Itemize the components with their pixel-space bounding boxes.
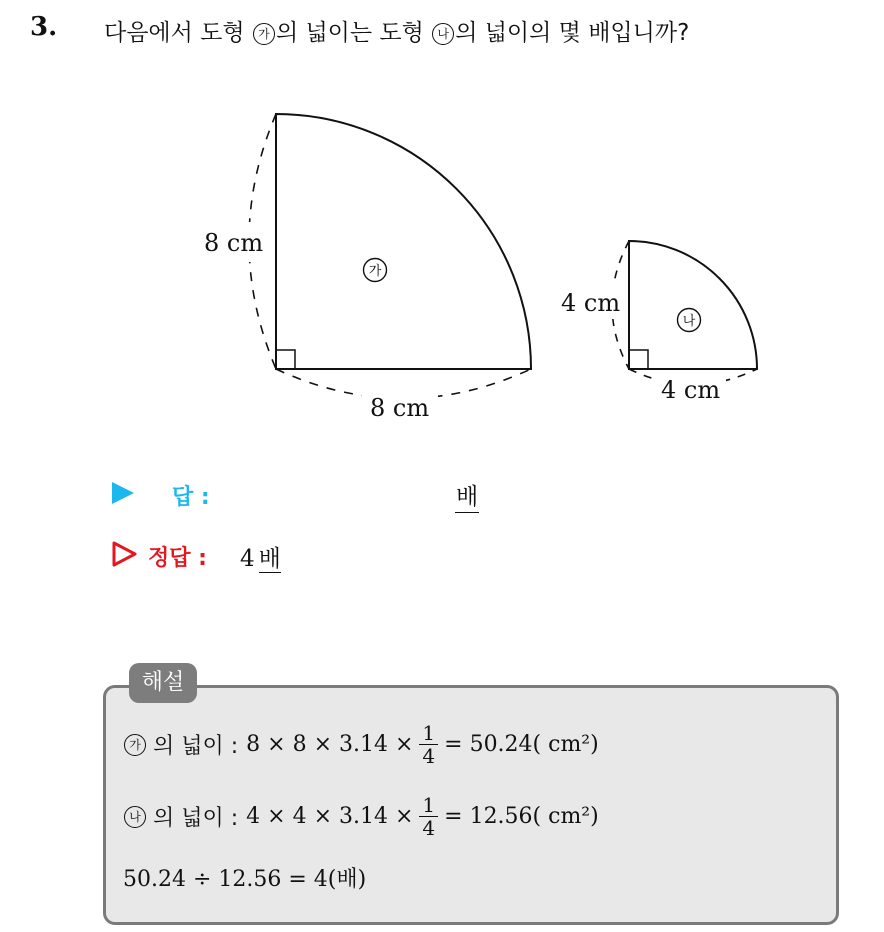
solution-line-1-result: = 50.24( cm²) <box>444 732 599 757</box>
solution-line-1-fraction <box>419 722 438 767</box>
question-text-middle: 의 넓이는 도형 <box>275 20 432 46</box>
solution-line-1-expr: 8 × 8 × 3.14 × <box>246 732 414 757</box>
large-figure-mark: 가 <box>368 264 382 279</box>
key-answer-value <box>240 540 281 573</box>
small-vertical-label: 4 cm <box>561 289 621 317</box>
solution-line-2 <box>123 794 599 839</box>
fraction-numerator: 1 <box>419 722 438 745</box>
question-text-before: 다음에서 도형 <box>104 20 252 46</box>
question-text-after: 의 넓이의 몇 배입니까? <box>455 20 690 46</box>
solution-line-2-fraction <box>419 794 438 839</box>
small-right-angle-mark <box>629 350 648 369</box>
key-answer-row <box>112 537 532 573</box>
figure-b-mark: 나 <box>432 23 454 45</box>
question-number: 3. <box>30 12 58 42</box>
fraction-denominator: 4 <box>422 744 436 768</box>
solution-mark-b: 나 <box>124 806 146 828</box>
answer-label: 답 : <box>172 485 210 510</box>
large-vertical-label: 8 cm <box>204 229 264 257</box>
play-arrow-icon <box>112 482 134 504</box>
key-answer-unit: 배 <box>258 546 281 572</box>
solution-line-1-label: 의 넓이 : <box>153 734 239 759</box>
key-answer-number: 4 <box>240 546 255 572</box>
large-right-angle-mark <box>276 350 295 369</box>
large-horizontal-label: 8 cm <box>370 394 430 422</box>
key-answer-label: 정답 : <box>148 546 207 571</box>
large-quarter-circle <box>276 114 531 369</box>
small-figure-mark: 나 <box>682 314 696 329</box>
solution-tag: 해설 <box>129 663 197 703</box>
solution-line-1 <box>123 722 599 767</box>
solution-line-2-label: 의 넓이 : <box>153 806 239 831</box>
outline-play-arrow-icon <box>112 541 138 567</box>
fraction-denominator: 4 <box>422 816 436 840</box>
fraction-numerator: 1 <box>419 794 438 817</box>
solution-mark-a: 가 <box>124 734 146 756</box>
answer-unit: 배 <box>455 478 479 513</box>
solution-line-2-expr: 4 × 4 × 3.14 × <box>246 804 414 829</box>
small-horizontal-label: 4 cm <box>661 376 721 404</box>
quarter-circle-figures <box>0 0 884 460</box>
figure-a-mark: 가 <box>253 23 275 45</box>
answer-row <box>112 476 532 512</box>
solution-line-3 <box>123 862 366 893</box>
solution-line-2-result: = 12.56( cm²) <box>444 804 599 829</box>
solution-line-3-expr: 50.24 ÷ 12.56 = 4(배) <box>123 867 367 892</box>
